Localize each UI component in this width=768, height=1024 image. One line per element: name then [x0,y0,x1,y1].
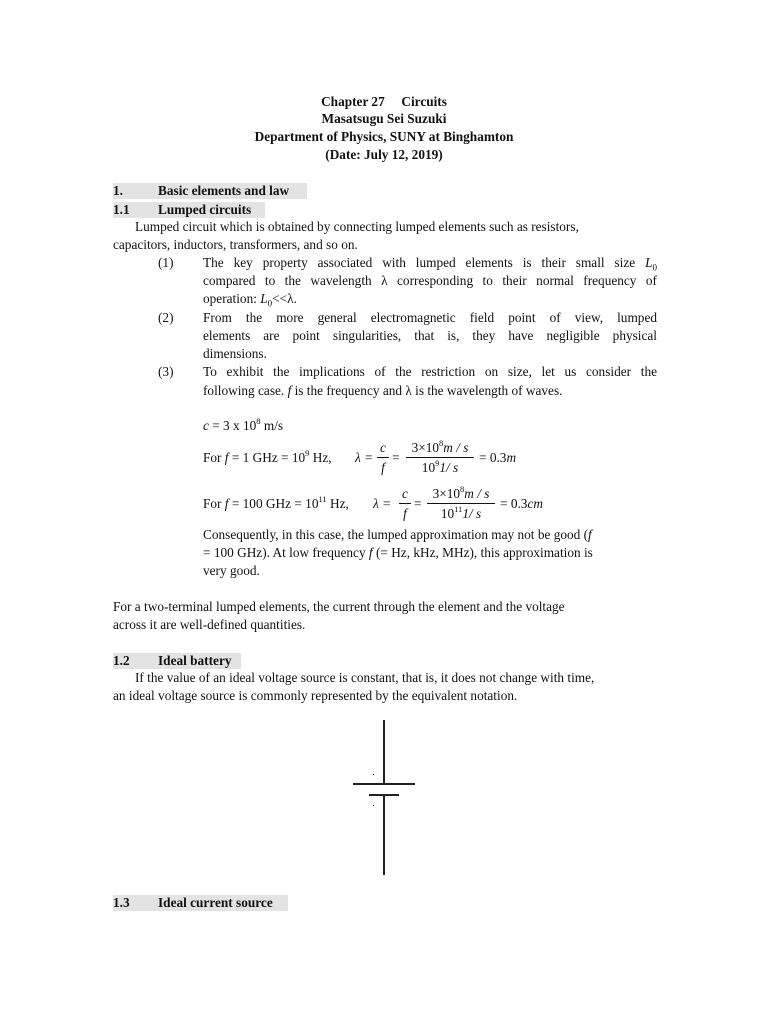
eq1-den-exp: 9 [435,458,440,468]
item-1-subscript: 0 [652,262,657,273]
eq1-freq: = 1 GHz = 10 [228,450,306,465]
eq1-num-value: 3×10 [411,440,440,455]
item-3-line-2 [203,383,562,399]
conseq-f: f [588,527,592,542]
eq2-cf-fraction-line [399,503,411,504]
item-1-line-1-text: The key property associated with lumped elements is their small size [203,255,646,270]
eq2-den-exp: 11 [454,504,463,514]
eq2-num-unit: m / s [464,486,490,501]
item-1-line-1 [203,255,657,273]
eq1-denominator [404,460,476,476]
department: Department of Physics, SUNY at Binghamton [254,129,514,144]
intro-line-2: capacitors, inductors, transformers, and so on. [113,237,358,252]
eq1-hz: Hz, [309,450,332,465]
chapter-title [0,94,768,110]
eq1-num-exp: 8 [439,438,444,448]
eq2-freq: = 100 GHz = 10 [228,496,319,511]
intro-line-1: Lumped circuit which is obtained by connecting lumped elements such as resistors, [135,219,579,234]
eq1-lambda: λ = [355,450,374,465]
item-1-number: (1) [158,255,174,270]
item-1-line-3-subscript: 0 [267,298,273,309]
eq1-equals: = [392,450,400,465]
conseq-line-1-text: Consequently, in this case, the lumped approximation may not be good ( [203,527,589,542]
eq1-c-numerator: c [380,440,386,455]
eq1-exp: 9 [305,448,310,458]
item-1-symbol-L: L [645,255,653,270]
battery-top-wire [383,720,385,784]
eq1-den-unit: 1/ s [439,460,459,475]
item-2-line-1: From the more general electromagnetic field point of view, lumped [203,310,657,325]
chapter-number: Chapter 27 [321,94,385,109]
two-terminal-line-2: across it are well-defined quantities. [113,617,306,632]
c-unit: m/s [260,418,284,433]
item-3-number: (3) [158,364,174,379]
item-3-symbol-f: f [287,383,292,398]
section-1-title: Basic elements and law [158,183,290,198]
symbol-c: c [203,418,209,433]
eq1-f: f [224,450,229,465]
eq2-denominator [425,506,497,522]
section-1-1-number: 1.1 [113,202,130,217]
item-2-line-2: elements are point singularities, that is, they have negligible physical [203,328,657,343]
conseq-line-2-text: = 100 GHz). At low frequency [203,545,369,560]
eq1-f-denominator: f [381,460,385,475]
battery-line-2: an ideal voltage source is commonly represented by the equivalent notation. [113,688,518,703]
conseq-line-3: very good. [203,563,260,578]
battery-minus-dot [373,805,374,806]
eq1-for: For [203,450,225,465]
eq2-result [500,496,543,512]
battery-positive-plate [353,783,415,785]
section-1-3-title: Ideal current source [158,895,273,910]
eq2-f: f [224,496,229,511]
item-3-line-2-rest: is the frequency and λ is the wavelength of waves. [291,383,563,398]
eq2-den-value: 10 [440,506,455,521]
section-1-2-title: Ideal battery [158,653,232,668]
eq2-c-numerator: c [402,486,408,501]
item-1-line-3-rel: <<λ. [272,291,297,306]
battery-line-1: If the value of an ideal voltage source is constant, that is, it does not change with time, [135,670,595,685]
eq2-prefix [203,496,349,512]
section-1-1-title: Lumped circuits [158,202,252,217]
battery-symbol [340,718,430,878]
item-1-line-3 [203,291,297,309]
c-value: = 3 x 10 [208,418,257,433]
section-1-3-number: 1.3 [113,895,130,910]
eq2-den-unit: 1/ s [462,506,482,521]
two-terminal-line-1: For a two-terminal lumped elements, the current through the element and the voltage [113,599,565,614]
item-3-line-1: To exhibit the implications of the restriction on size, let us consider the [203,364,657,379]
eq1-fraction-line [406,457,474,458]
c-exponent: 8 [256,416,261,426]
speed-of-light-eq [203,418,283,434]
eq2-num-exp: 8 [460,484,465,494]
item-2-line-3: dimensions. [203,346,267,361]
section-1-2-number: 1.2 [113,653,130,668]
conseq-f2: f [368,545,373,560]
eq2-for: For [203,496,225,511]
battery-bottom-wire [383,795,385,875]
item-1-line-3-text: operation: [203,291,261,306]
author: Masatsugu Sei Suzuki [321,111,447,126]
eq2-exp: 11 [318,494,327,504]
eq2-lambda: λ = [373,496,392,511]
eq1-cf-fraction-line [377,457,389,458]
section-1-number: 1. [113,183,123,198]
item-1-line-3-symbol: L [260,291,268,306]
date: (Date: July 12, 2019) [325,147,443,162]
battery-plus-dot [373,774,374,775]
eq2-f-denominator: f [403,506,407,521]
conseq-line-2-rest: (= Hz, kHz, MHz), this approximation is [372,545,593,560]
item-1-line-2: compared to the wavelength λ corresponding to their normal frequency of [203,273,657,288]
eq1-prefix [203,450,332,466]
eq1-num-unit: m / s [443,440,469,455]
eq1-result-unit: m [506,450,517,465]
chapter-topic: Circuits [401,94,447,109]
eq2-result-unit: cm [527,496,543,511]
conseq-line-2 [203,545,593,561]
eq1-den-value: 10 [421,460,436,475]
eq2-numerator [425,486,497,502]
conseq-line-1 [203,527,592,543]
eq2-equals: = [414,496,422,511]
eq2-hz: Hz, [326,496,349,511]
item-3-line-2-text: following case. [203,383,288,398]
item-2-number: (2) [158,310,174,325]
eq1-numerator [404,440,476,456]
eq1-result [479,450,516,466]
eq2-num-value: 3×10 [432,486,461,501]
eq1-result-value: = 0.3 [479,450,507,465]
eq2-result-value: = 0.3 [500,496,528,511]
